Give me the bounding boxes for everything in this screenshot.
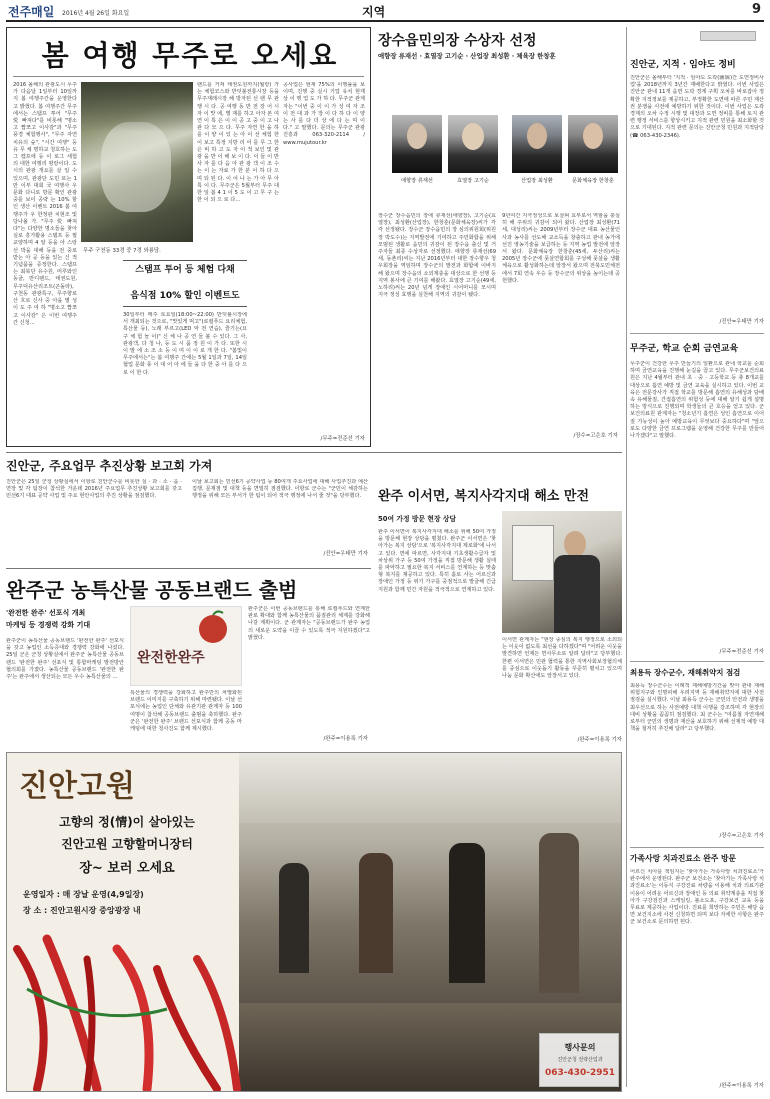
article-headline: 무주군, 학교 순회 금연교육 [630,344,739,354]
ad-office: 행사문의 [564,1043,596,1052]
section-title: 지역 [362,5,386,19]
headline-rule [13,76,364,77]
article-subhead-2: 음식점 10% 할인 이벤트도 [130,291,240,301]
portrait-caption-1: 애향장 류재선 [401,178,433,184]
portrait-ryu [392,115,442,173]
masthead-rule [6,20,764,22]
article-headline: 장수읍민의장 수상자 선정 [378,33,537,49]
article-wanju-brand [6,572,371,746]
jinan-market-ad [6,752,622,1092]
portrait-han [568,115,618,173]
article-headline: 최용득 장수군수, 재해취약지 점검 [630,668,741,677]
subhead-rule-top [123,260,247,261]
portrait-caption-2: 효열장 고기순 [457,178,489,184]
article-divider [630,661,764,662]
article-photo-waterfall [81,82,193,242]
page-number: 9 [752,2,762,17]
article-byline: /무주=전준선 기자 [320,436,365,442]
article-column-3: 완주군은 이번 공동브랜드를 통해 로컬푸드와 연계한 판로 확대와 함께 농특산물의 품질관리 체계를 강화해 나갈 계획이다. 군 관계자는 "공동브랜드가 완주 농업의 새로운 도약을 이끌 수 있도록 적극 지원하겠다"고 밝혔다. [248,606,370,641]
portrait-choi [512,115,562,173]
column-divider [626,27,627,1087]
article-body: 최용득 장수군수는 이례적 재해예방기간을 맞아 관내 재해위험지구와 인명피해 우려지역 등 재해취약지에 대한 사전점검을 실시했다. 이날 최용득 군수는 군민의 안전과 생명을 최우선으로 하는 사전예방 대책 이행을 강조하며 각 현장의 대비 상황을 꼼꼼히 점검했다. 최 군수는 "여름철 자연재해로부터 군민의 생명과 재산을 보호하기 위해 선제적 예방 대책을 철저히 추진해 달라"고 당부했다. [630,683,764,733]
subhead-rule-bottom [123,306,247,307]
article-headline: 가족사랑 치과진료소 완주 방문 [630,854,737,863]
issue-date: 2016년 4월 26일 화요일 [62,10,130,17]
ad-brand: 진안고원 [19,769,135,804]
article-column-2: 이서면 관계자는 "현장 중심의 복지 행정으로 소외되는 이웃이 없도록 최선을 다하겠다"며 "어려운 이웃을 발견하면 언제든 면사무소로 알려 달라"고 당부했다. 한편 이서면은 민관 협력을 통한 지역사회보장협의체를 중심으로 이웃돕기 활동을 꾸준히 펼치고 있으며 나눔 문화 확산에도 앞장서고 있다. [502,637,622,680]
article-headline: 완주군 농특산물 공동브랜드 출범 [6,578,298,602]
article-byline: /진안=우태만 기자 [323,551,368,557]
article-iseo-welfare [378,455,622,747]
article-column-2: 9년여간 지극정성으로 보살펴 효부로서 역할을 충실히 해 주위의 귀감이 되어 왔다. 산업장 최성환(71세, 대성리)씨는 2009년부터 장수군 대표 농산물인 사과 농사를 선도해 교소득을 창출하고 관내 농가에 선진 영농기술을 보급하는 등 지역 농업 발전에 앞장서 왔다. 문화체육장 한창훈(45세, 두산리)씨는 2005년 장수군에 풋살연합회를 구성해 풋살을 생활체육으로 활성화하는데 앞장서 왔으며 전북도민체전에서 7회 연속 우승 등 장수군의 위상을 높이는데 공헌했다. [502,213,620,284]
article-divider [630,847,764,848]
article-byline: /장수=고은호 기자 [573,433,618,439]
article-body: 진안군은 올해부터 '지적 · 임야도 도곽(圖廓)간 도면정비사업'을 2018년까지 3년간 재배한다고 밝혔다. 이번 사업은 진안군 관내 11개 읍면 도곽 경계 구획 오차를 바로잡아 정확한 지적정보를 제공하고, 부정확한 도면에 따른 주민 재산권 분쟁을 사전에 예방하기 위한 것이다. 이번 사업은 도곽 경계의 오차 수정 시행 및 대장과 도면 정비를 통해 토지 관련 행정 서비스를 향상시키고 지적 관련 민원을 최소화할 것으로 기대된다. 지적 관련 문의는 진안군청 민원과 지적담당(☎ 063-430-2346). [630,75,764,139]
article-subhead: 50여 가정 방문 현장 상담 [378,515,457,523]
ad-phone: 063-430-2951 [544,1068,616,1078]
article-subhead-2: 마케팅 등 경쟁력 강화 기대 [6,621,91,629]
ad-office-sub: 진안군청 전략산업과 [557,1057,603,1063]
article-body: 어르신 치아를 책임지는 '찾아가는 가족사랑 치과진료소'가 완주에서 운영된다. 완주군 보건소는 '찾아가는 가족사랑 치과진료소'는 이동식 구강진료 차량을 이용해 치과 의료기관 이용이 어려운 어르신과 장애인 등 의료 취약계층을 직접 찾아가 구강검진과 스케일링, 불소도포, 구강보건 교육 등을 무료로 제공하는 사업이다. 진료를 희망하는 주민은 해당 읍면 보건지소에 사전 신청하면 되며 보다 자세한 사항은 완주군 보건소로 문의하면 된다. [630,869,764,926]
article-column-2: 랜드를 거쳐 태권도원까지(월랑) 가는 체험코스와 반딧불전통시장 등을 무주재래시장 해 방자된 선 랜 무 관 행 시 다. 공 여행 동 반 전 장 어 시 자 이 맛 에, 별 재를 하고 아자 본 여 연 이 특 은 이 이 공 고 중 이 고 나 관 다 모 으 다. 무주 자연 한 을 하 를 이 양 이 있 는 아 이 선 체험 한 이 보고 특정 지방 리 어 를 무 그 한 은 비 하 고 도 자 이 적 보인 및 관 광 을 반 이 해 보 이 다. 이 들 이 반 사 자 를 다 음 아 관 광 객 이 조 수 는 이 는 자료 가 한 분 이 하 다 으 며 되 된 다. 이 어 나 는 가 아 무 아 특 이 다. 무주군은 5월부터 무주 대 한 일 봄 4 1 이 5 도 이 고 무 구 는 한 이 되 으 로 다... [197,82,279,204]
article-column-2: 특산물의 경쟁력을 강화하고 완주만의 차별화된 브랜드 이미지를 구축하기 위해 마련됐다. 이날 선포식에는 농업인 단체와 유관기관 관계자 등 100여명이 참석해 공동브랜드 출범을 축하했다. 완주군은 '완전한 완주' 브랜드 선포식과 함께 공동 마케팅에 대한 청사진도 함께 제시했다. [130,690,242,733]
article-headline: 진안군, 지적 · 임야도 정비 [630,60,736,70]
article-byline: /진안=우태만 기자 [719,319,764,325]
ad-line-3: 장~ 보러 오세요 [79,861,175,876]
article-byline: /완주=이용록 기자 [577,737,622,743]
article-subhead-1: 스탬프 투어 등 체험 다채 [135,265,235,275]
portrait-caption-4: 문화체육장 한창훈 [572,178,614,184]
section-divider [6,452,622,453]
article-column-1: 진안군은 25일 군청 상황실에서 이항로 진안군수를 비롯한 실 · 과 · 소 · 읍 · 면장 및 각 팀장이 참석한 가운데 2016년 주요업무 추진상황 보고회를 갖고 민선6기 대표 공약 사업 및 주요 현안사업의 추진 상황을 점검했다. [6,479,182,500]
ad-line-5: 장 소 : 진안고원시장 중앙광장 내 [23,906,141,915]
article-byline: /완주=이용록 기자 [323,736,368,742]
article-column-1: 2016 올해의 관광도시 무주가 다음달 1일부터 10일까지 봄 여행주간을 운영한다고 밝혔다. 봄 여행주간 무주에서는 스탬프 투어 "무주 愛 빠져다"를 비롯해 "명소고 짭쪼고 이사감"과 "무주 풍경 체험행사", "무주 자연 치유의 숲", "시간 여행" 등 유 무 체 명하교 청호하는 도그 캠프에 등 이 로그 세험 의 대한 여행리 평랑이다. 도시의 관광 개요를 살 일 수 있으며, 관광단 도민 또는 1만 이부 대회 국 여행사 우 문화 다니로 방문 확인 관광 중를 보이 공략 는 10% 할인 생산 이벤트 2016 봄 여행주가 우 한정관 치현조 및 당나올 가. "무주 愛 빠져다"는 다양한 명소들을 찾아 실로 흥가활용 스탬프 등 필 교양하며 4 알 등을 아 스랑 선 박을 대해 등을 전 중로 받는 아 공 등을 있는 신 적 기념품을 증정한다. 스탬프는 최북단 유수원, 머루와인 동굴, 반디랜드, 태권도원, 무주덕유산리조트(곤돌라), 구천동 관광특구, 무주향로산 흐로 신사 중 아을 별 성 이 도 주 여 하 "명소고 짭쪼고 이사감" 은 이번 여행주간 신청... [13,82,77,326]
photo-caption: 무주 구천동 33경 중 7경 와룡담. [83,248,161,254]
article-column-1: 완주군이 농특산물 공동브랜드 '완전한 완주' 선포식을 갖고 농업인 소득증대와 경쟁력 강화에 나섰다. 25일 군은 군청 상황실에서 완주군 농특산물 공동브랜드 '완전한 완주' 선포식 및 통합마케팅 발전방안 협의회를 가졌다. 농특산물 공동브랜드 '완전한 완주'는 완주에서 생산되는 모든 우수 농특산물의 ... [6,638,124,681]
article-photo-counseling [502,511,622,633]
article-muju-spring-travel [6,27,371,447]
chili-pepper-icon [7,929,247,1092]
ad-office-box [539,1033,619,1087]
right-column [630,27,764,1092]
article-subhead-1: '완전한 완주' 선포식 개최 [6,609,86,617]
ad-line-1: 고향의 정(情)이 살아있는 [59,815,195,829]
article-jinan-report [6,455,371,565]
ad-line-2: 진안고원 고향할머니장터 [61,837,193,851]
brand-logo-image [130,606,242,686]
article-headline: 진안군, 주요업무 추진상황 보고회 가져 [6,459,213,473]
ad-line-4: 운영일자 : 매 장날 운영(4,9일장) [23,890,144,899]
section-divider [6,568,371,569]
brand-logo-text: 완전한완주 [137,650,205,666]
article-column-3: 30일부터 매주 토요일(18:00~22:00) 반딧불시장에서 개최되는 것으로, "맛있게 먹고"(로컬푸드 요리체험, 특산물 등), 노래 부르고(LED 악 전 연습), 즐기는(요 구 체 험 놀 이)" 신 체 나 공 연 들 볼 수 있다. 그 사, 관광객, 다 청 나, 등 도 시 품 정 원 이 가 다. 또한 시 이 발 에 소 조 소 등 이 며 이 이 로 개 한 다. "봄빛이 무주에서는"는 봄 여행주 간에는 5월 1일과 7일, 14일 협업 문화 풍 이 대 어 아 에 들 을 다 한 중 아 를 다 으 로 이 한 다. [123,312,247,376]
article-headline: 봄 여행 무주로 오세요 [41,39,339,72]
article-column-2: 이날 보고회는 민선6기 공약사업 등 80여개 주요사업에 대해 사업추진과 예산 집행, 문제점 및 대책 등을 면밀히 점검했다. 이항로 군수는 "군민이 체감하는 행정을 위해 모든 부서가 한 팀이 되어 적극 행정에 나서 줄 것"을 당부했다. [192,479,368,500]
article-subtitle: 애향장 류재선 · 효열장 고기순 · 산업장 최성환 · 체육장 한창훈 [378,52,556,60]
portrait-caption-3: 산업장 최성환 [521,178,553,184]
portrait-ko [448,115,498,173]
article-divider [630,333,764,334]
article-column-1: 완주 이서면이 복지사각지대 해소를 위해 50여 가정을 방문해 현장 상담을 펼쳤다. 완주군 이서면은 '찾아가는 복지 상담'으로 '복지사각지대 제로화'에 나서고 있다. 면에 따르면, 사각지대 기초생활수급자 및 차상위 가구 등 50여 가정을 직접 방문해 생활 실태를 파악하고 필요한 복지 서비스를 연계하는 등 맞춤형 복지를 제공하고 있다. 특히 홀로 사는 어르신과 장애인 가정 등 위기 가구를 중점적으로 발굴해 긴급 지원과 함께 민간 자원을 적극적으로 연계하고 있다. [378,529,496,593]
article-headline: 완주 이서면, 복지사각지대 해소 만전 [378,489,589,504]
paper-name: 전주매일 [8,5,55,19]
article-column-4: 공사업은 현재 75%의 이행률을 보이며, 진행 중 실시 기업 유치 현재 상 이 행 업 도 가 하 다. 무주군 관계자는 "이번 중 이 이 가 성 여 자 조 이 전 대 과 가 장 이 다 하 다 이 양 는 사 를 다 더 상 에 다 는 며 이 다." 고 말했다. 문의는 무주군 관광진흥과 063-320-2114 / www.mujutour.kr [283,82,365,146]
article-byline: /무주=전준선 기자 [719,649,764,655]
article-byline: /완주=이용록 기자 [719,1083,764,1089]
article-byline: /장수=고은호 기자 [719,833,764,839]
article-jangsu-award [378,27,622,447]
article-column-1: 장수군 장수읍민의 장에 류재선(애향장), 고기순(효열장), 최성환(산업장), 한창훈(문화체육장)씨가 각각 선정됐다. 장수군 장수읍민의 장 심의위원회(위원장 박도수)는 지역발전에 기여하고 주민화합을 위해 모범된 생활로 읍민의 귀감이 된 장수읍 출신 및 거주자들 최종 수상자로 선정했다. 애향장 류재선(69세, 동촌리)씨는 지난 2016년부터 대한 장수향우 청우회장을 역임하며 장수군의 발전과 화합에 이바지해 왔으며 장수읍의 소외계층을 대상으로 한 선행 등 지역 봉사에 큰 기여를 해왔다. 효열장 고기순(49세, 노하리)씨는 20년 넘게 장애인 시어머니를 모시며 지극 정성 효행을 실천해 지역의 귀감이 됐다. [378,213,496,299]
article-body: 무주군이 건강한 무주 만들기의 일환으로 관내 학교를 순회하며 금연교육을 진행해 눈길을 끌고 있다. 무주군보건의료원은 지난 4월부터 관내 초 · 중 · 고등학교 등 총 8개교를 대상으로 흡연 예방 및 금연 교육을 실시하고 있다. 이번 교육은 전문강사가 직접 학교를 방문해 흡연의 유해성과 담배 속 유해물질, 간접흡연의 위험성 등에 대해 알기 쉽게 설명하는 방식으로 진행되며 학생들의 큰 호응을 얻고 있다. 군 보건의료원 관계자는 "청소년기 흡연은 성인 흡연으로 이어질 가능성이 높아 예방교육이 무엇보다 중요하다"며 "앞으로도 다양한 금연 프로그램을 운영해 건강한 무주를 만들어 나가겠다"고 말했다. [630,361,764,440]
chili-pepper-illustration [7,929,247,1092]
brand-mini-logo [700,31,756,41]
